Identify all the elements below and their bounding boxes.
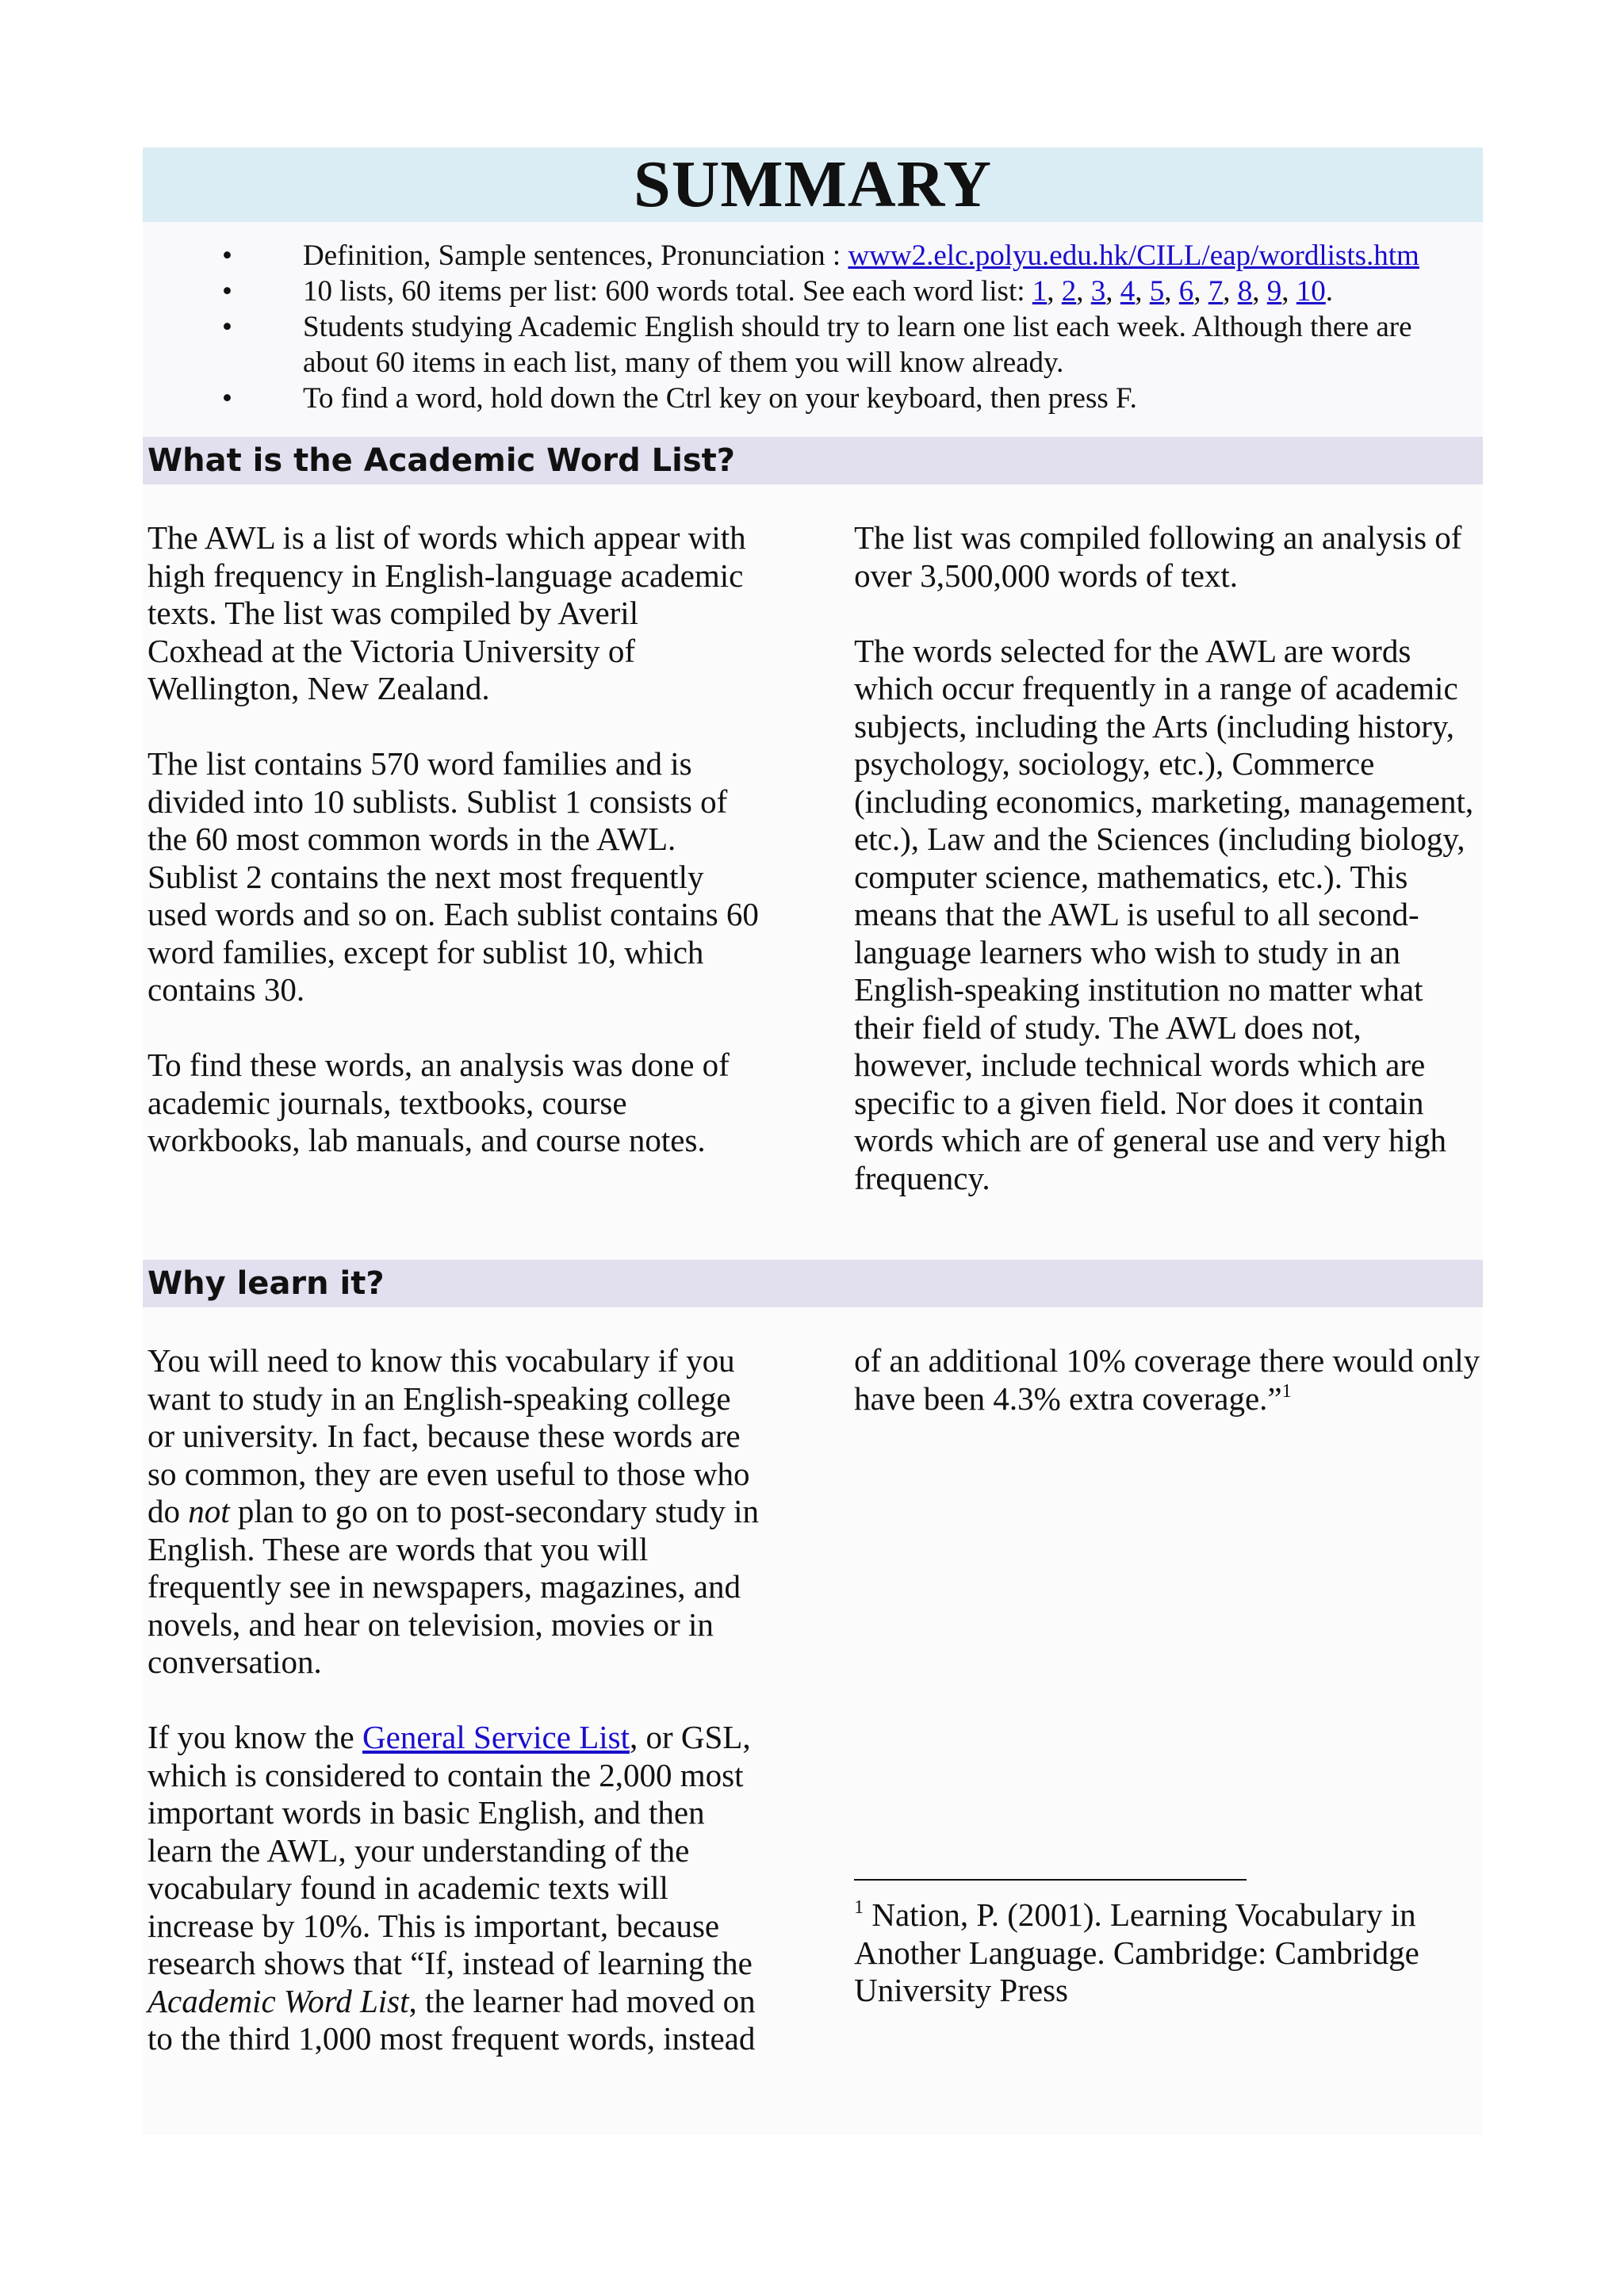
why-section-heading: Why learn it? [143, 1260, 1483, 1307]
footnote [854, 1896, 1483, 2010]
why-emphasis: Academic Word List [147, 1982, 409, 2019]
awl-paragraph: The list contains 570 word families and is divided into 10 sublists. Sublist 1 consists of the 60 most common words in the AWL. Sublist 2 contains the next most frequently used words and so on. Each sublist contains 60 word families, except for sublist 10, which contains 30. [147, 745, 759, 1008]
bullet-icon: • [222, 275, 232, 308]
why-text: You will need to know this vocabulary if you want to study in an English-speaking college or university. In fact, because these words are so common, they are even useful to those who do [147, 1342, 750, 1529]
footnote-divider [854, 1879, 1247, 1881]
awl-right-column [854, 519, 1483, 1260]
bullet-students [143, 309, 1483, 381]
why-paragraph [854, 1342, 1483, 1418]
bullet-text: Definition, Sample sentences, Pronunciation : [303, 239, 848, 272]
why-paragraph [147, 1342, 760, 1682]
bullet-text: 10 lists, 60 items per list: 600 words total. See each word list: [303, 275, 1032, 308]
word-list-link-5[interactable]: 5 [1149, 275, 1165, 308]
why-right-column [854, 1342, 1483, 2135]
awl-paragraph: The AWL is a list of words which appear with high frequency in English-language academic texts. The list was compiled by Averil Coxhead at the Victoria University of Wellington, New Zealand. [147, 519, 746, 706]
word-list-link-6[interactable]: 6 [1178, 275, 1194, 308]
awl-section-body [143, 484, 1483, 1260]
bullet-lists: • 10 lists, 60 items per list: 600 words total. See each word list: 1, 2, 3, 4, 5, 6, 7, 8, 9, 10. [222, 275, 1334, 308]
word-list-link-8[interactable]: 8 [1237, 275, 1253, 308]
why-section-body [143, 1307, 1483, 2135]
wordlists-link[interactable]: www2.elc.polyu.edu.hk/CILL/eap/wordlists.htm [848, 239, 1419, 272]
why-paragraph [147, 1719, 760, 2058]
word-list-link-1[interactable]: 1 [1032, 275, 1048, 308]
why-emphasis: not [188, 1493, 230, 1529]
why-text: of an additional 10% coverage there would only have been 4.3% extra coverage.” [854, 1342, 1480, 1417]
awl-section-heading: What is the Academic Word List? [143, 437, 1483, 484]
word-list-link-7[interactable]: 7 [1208, 275, 1224, 308]
general-service-list-link[interactable]: General Service List [362, 1719, 630, 1755]
bullet-icon: • [222, 239, 232, 272]
bullet-find-word [143, 381, 1483, 416]
word-list-link-3[interactable]: 3 [1090, 275, 1106, 308]
footnote-number: 1 [854, 1897, 864, 1918]
bullet-text: Students studying Academic English should try to learn one list each week. Although there are about 60 items in each list, many of them you will know already. [303, 311, 1412, 379]
bullet-text: To find a word, hold down the Ctrl key on your keyboard, then press F. [303, 382, 1137, 415]
awl-paragraph: The words selected for the AWL are words which occur frequently in a range of academic subjects, including the Arts (including history, psychology, sociology, etc.), Commerce (including economics, marketing, management, etc.), Law and the Sciences (including biology, computer science, mathematics, etc.). This means that the AWL is useful to all second-language learners who wish to study in an English-speaking institution no matter what their field of study. The AWL does not, however, include technical words which are specific to a given field. Nor does it contain words which are of general use and very high frequency. [854, 632, 1474, 1196]
awl-left-column [143, 519, 760, 1260]
summary-bullet-list [143, 238, 1483, 416]
bullet-definition [143, 238, 1483, 274]
why-left-column [143, 1342, 760, 2135]
word-list-link-4[interactable]: 4 [1120, 275, 1136, 308]
why-text: If you know the [147, 1719, 363, 1755]
why-text: , or GSL, which is considered to contain the 2,000 most important words in basic English, and then learn the AWL, your understanding of the vocabulary found in academic texts will increase by 10%. This is important, because research shows that “If, instead of learning the [147, 1719, 753, 1981]
word-list-link-9[interactable]: 9 [1266, 275, 1282, 308]
word-list-link-10[interactable]: 10 [1296, 275, 1326, 308]
footnote-reference: 1 [1281, 1380, 1292, 1402]
why-text: , the learner had moved on to the third 1,000 most frequent words, instead [147, 1982, 756, 2057]
bullet-icon: • [222, 311, 232, 343]
footnote-text: Nation, P. (2001). Learning Vocabulary in Another Language. Cambridge: Cambridge University Press [854, 1896, 1419, 2008]
document-page [143, 147, 1483, 2135]
word-list-link-2[interactable]: 2 [1061, 275, 1077, 308]
summary-title: SUMMARY [143, 147, 1483, 222]
awl-paragraph: To find these words, an analysis was done of academic journals, textbooks, course workbooks, lab manuals, and course notes. [147, 1047, 730, 1158]
awl-paragraph: The list was compiled following an analysis of over 3,500,000 words of text. [854, 519, 1462, 594]
summary-box [143, 222, 1483, 437]
bullet-text-end: . [1325, 275, 1334, 308]
bullet-icon: • [222, 382, 232, 415]
why-text: plan to go on to post-secondary study in English. These are words that you will frequently see in newspapers, magazines, and novels, and hear on television, movies or in conversation. [147, 1493, 759, 1680]
